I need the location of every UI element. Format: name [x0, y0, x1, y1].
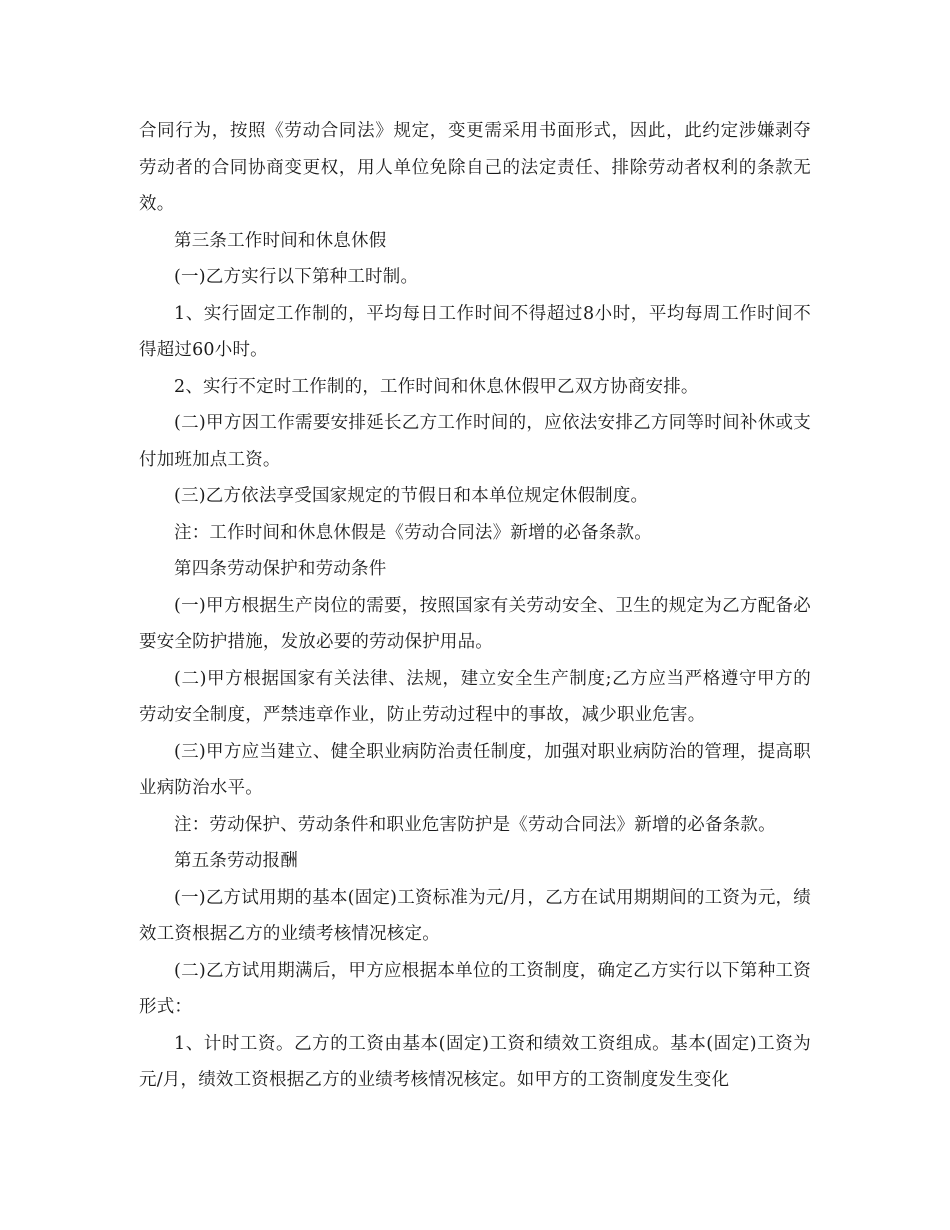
article-3-item-1: 1、实行固定工作制的，平均每日工作时间不得超过8小时，平均每周工作时间不得超过60小时。	[139, 303, 811, 360]
article-4-clause-3: (三)甲方应当建立、健全职业病防治责任制度，加强对职业病防治的管理，提高职业病防治水平。	[139, 741, 811, 798]
article-3-clause-1: (一)乙方实行以下第种工时制。	[174, 267, 419, 287]
article-3-clause-2: (二)甲方因工作需要安排延长乙方工作时间的，应依法安排乙方同等时间补休或支付加班加点工资。	[139, 413, 811, 470]
article-4-note: 注：劳动保护、劳动条件和职业危害防护是《劳动合同法》新增的必备条款。	[174, 814, 776, 835]
article-5-clause-2: (二)乙方试用期满后，甲方应根据本单位的工资制度，确定乙方实行以下第种工资形式：	[139, 960, 811, 1017]
article-3-clause-3: (三)乙方依法享受国家规定的节假日和本单位规定休假制度。	[174, 486, 649, 506]
article-5-heading: 第五条劳动报酬	[174, 851, 298, 871]
article-4-clause-1: (一)甲方根据生产岗位的需要，按照国家有关劳动安全、卫生的规定为乙方配备必要安全防护措施，发放必要的劳动保护用品。	[139, 595, 811, 652]
article-3-heading: 第三条工作时间和休息休假	[174, 230, 387, 251]
article-5-clause-1: (一)乙方试用期的基本(固定)工资标准为元/月，乙方在试用期期间的工资为元，绩效工资根据乙方的业绩考核情况核定。	[139, 887, 811, 944]
document-body	[139, 113, 811, 1099]
article-3-note: 注：工作时间和休息休假是《劳动合同法》新增的必备条款。	[174, 522, 652, 543]
article-4-heading: 第四条劳动保护和劳动条件	[174, 559, 387, 579]
article-5-item-1: 1、计时工资。乙方的工资由基本(固定)工资和绩效工资组成。基本(固定)工资为元/月，绩效工资根据乙方的业绩考核情况核定。如甲方的工资制度发生变化	[139, 1033, 811, 1090]
paragraph-continuation: 合同行为，按照《劳动合同法》规定，变更需采用书面形式，因此，此约定涉嫌剥夺劳动者的合同协商变更权，用人单位免除自己的法定责任、排除劳动者权利的条款无效。	[139, 121, 811, 214]
article-4-clause-2: (二)甲方根据国家有关法律、法规，建立安全生产制度;乙方应当严格遵守甲方的劳动安全制度，严禁违章作业，防止劳动过程中的事故，减少职业危害。	[139, 668, 811, 725]
article-3-item-2: 2、实行不定时工作制的，工作时间和休息休假甲乙双方协商安排。	[174, 376, 699, 397]
